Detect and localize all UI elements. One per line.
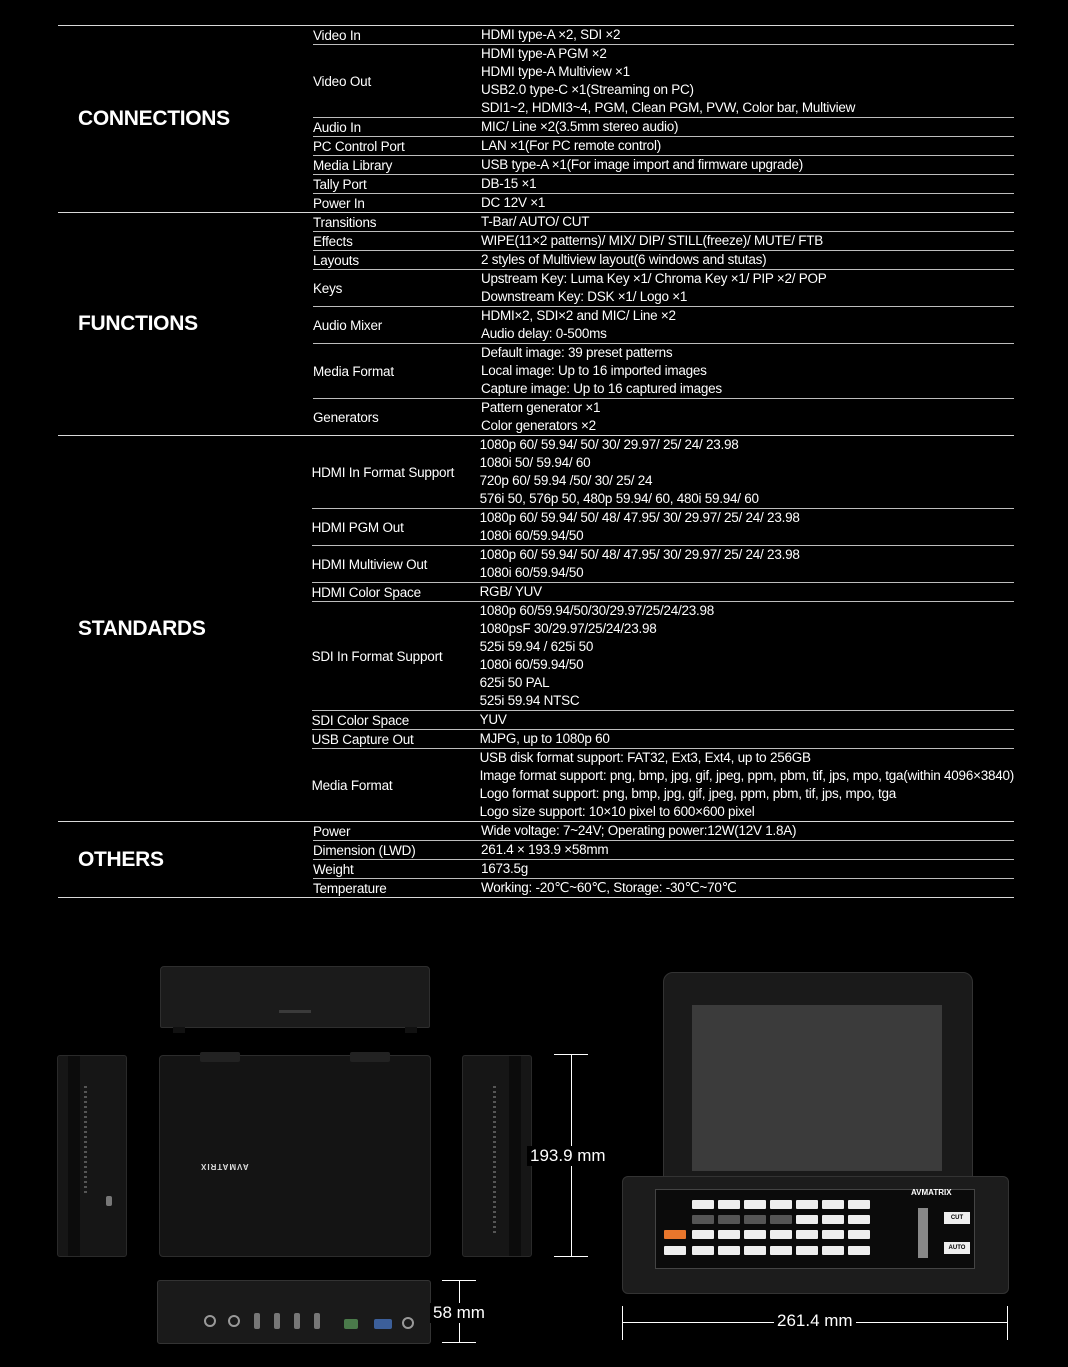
spec-value: 1080p 60/59.94/50/30/29.97/25/24/23.98: [479, 603, 715, 618]
spec-row: [313, 878, 1014, 897]
key: [822, 1230, 844, 1239]
spec-values: [480, 749, 1014, 821]
spec-value: 576i 50, 576p 50, 480p 59.94/ 60, 480i 59.94/ 60: [479, 491, 759, 506]
dim-tick: [622, 1306, 623, 1340]
key: [744, 1246, 766, 1255]
spec-values: [480, 583, 1014, 601]
hdmi-port: [274, 1313, 280, 1329]
spec-label: PC Control Port: [313, 138, 405, 154]
spec-value: MJPG, up to 1080p 60: [479, 731, 610, 746]
key: [692, 1246, 714, 1255]
lid-latch: [279, 1010, 311, 1013]
spec-value: Downstream Key: DSK ×1/ Logo ×1: [481, 289, 688, 304]
spec-row: [312, 710, 1014, 729]
dimension-depth-label: 58 mm: [430, 1303, 488, 1323]
spec-value: DC 12V ×1: [481, 195, 546, 210]
key: [744, 1230, 766, 1239]
key: [770, 1230, 792, 1239]
spec-row: [313, 822, 1014, 840]
spec-label: Audio In: [313, 119, 361, 135]
spec-section: [58, 213, 1014, 436]
hdmi-port: [314, 1313, 320, 1329]
key: [770, 1246, 792, 1255]
hinge: [200, 1052, 240, 1062]
spec-label: SDI Color Space: [311, 712, 410, 728]
spec-values: [481, 45, 1014, 117]
spec-values: [481, 841, 1014, 859]
brand-logo: AVMATRIX: [200, 1162, 249, 1171]
spec-label: HDMI Color Space: [311, 584, 421, 600]
key: [770, 1200, 792, 1209]
spec-value: Color generators ×2: [481, 418, 596, 433]
spec-row: [313, 213, 1014, 231]
side-bevel: [68, 1056, 80, 1256]
dim-tick: [442, 1342, 476, 1343]
device-rear-view: [157, 1280, 431, 1344]
spec-value: Capture image: Up to 16 captured images: [481, 381, 722, 396]
spec-value: 1080i 60/59.94/50: [479, 657, 584, 672]
foot: [173, 1027, 185, 1033]
key: [848, 1200, 870, 1209]
foot: [405, 1027, 417, 1033]
spec-label: Layouts: [313, 252, 359, 268]
spec-row: [312, 436, 1014, 508]
spec-label: HDMI Multiview Out: [311, 556, 428, 572]
spec-values: [481, 307, 1014, 343]
spec-label: USB Capture Out: [311, 731, 414, 747]
spec-values: [480, 730, 1014, 748]
key: [692, 1215, 714, 1224]
spec-values: [481, 156, 1014, 174]
spec-label: Temperature: [313, 880, 387, 896]
spec-value: 1673.5g: [481, 861, 529, 876]
key: [822, 1200, 844, 1209]
spec-row: [313, 840, 1014, 859]
spec-value: HDMI type-A Multiview ×1: [481, 64, 630, 79]
tally-port: [374, 1319, 392, 1329]
spec-value: LAN ×1(For PC remote control): [481, 138, 661, 153]
spec-value: 1080i 60/59.94/50: [479, 528, 584, 543]
spec-label: Keys: [313, 280, 343, 296]
spec-value: Local image: Up to 16 imported images: [481, 363, 707, 378]
spec-label: Generators: [313, 409, 379, 425]
spec-label: Power: [313, 823, 351, 839]
spec-value: Audio delay: 0-500ms: [481, 326, 607, 341]
key: [718, 1200, 740, 1209]
key: [822, 1215, 844, 1224]
spec-label: Transitions: [313, 214, 377, 230]
key: [796, 1200, 818, 1209]
spec-value: 2 styles of Multiview layout(6 windows and stutas): [481, 252, 767, 267]
key: [744, 1215, 766, 1224]
hinge: [350, 1052, 390, 1062]
spec-row: [312, 545, 1014, 582]
spec-label: Media Format: [311, 777, 393, 793]
spec-rows: [313, 822, 1014, 897]
section-title: CONNECTIONS: [78, 107, 230, 130]
spec-value: 525i 59.94 / 625i 50: [479, 639, 594, 654]
section-title: STANDARDS: [78, 616, 206, 640]
spec-values: [480, 546, 1014, 582]
spec-value: 525i 59.94 NTSC: [479, 693, 580, 708]
spec-row: [313, 859, 1014, 878]
spec-label: SDI In Format Support: [311, 648, 443, 664]
key: [770, 1215, 792, 1224]
spec-label: Weight: [313, 861, 354, 877]
spec-values: [481, 118, 1014, 136]
spec-values: [481, 822, 1014, 840]
section-title: OTHERS: [78, 847, 164, 871]
side-bevel: [509, 1056, 521, 1256]
spec-value: USB type-A ×1(For image import and firmware upgrade): [481, 157, 804, 172]
spec-value: Logo format support: png, bmp, jpg, gif, jpeg, ppm, pbm, tif, jps, mpo, tga: [479, 786, 897, 801]
spec-value: 1080p 60/ 59.94/ 50/ 48/ 47.95/ 30/ 29.97/ 25/ 24/ 23.98: [479, 510, 800, 525]
spec-values: [480, 509, 1014, 545]
spec-row: [312, 729, 1014, 748]
device-left-side-view: [57, 1055, 127, 1257]
section-title: FUNCTIONS: [78, 312, 198, 335]
spec-row: [312, 601, 1014, 710]
hdmi-port: [254, 1313, 260, 1329]
hdmi-port: [294, 1313, 300, 1329]
spec-value: 1080i 60/59.94/50: [479, 565, 584, 580]
spec-values: [481, 232, 1014, 250]
spec-label: Tally Port: [313, 176, 367, 192]
key: [718, 1246, 740, 1255]
spec-label: HDMI PGM Out: [311, 519, 404, 535]
spec-values: [480, 711, 1014, 729]
spec-row: [313, 250, 1014, 269]
key: [796, 1215, 818, 1224]
vent-grille: [84, 1086, 87, 1196]
spec-values: [481, 213, 1014, 231]
spec-value: 625i 50 PAL: [479, 675, 550, 690]
spec-values: [481, 194, 1014, 212]
spec-row: [313, 398, 1014, 435]
spec-label: Media Library: [313, 157, 393, 173]
spec-section: [58, 436, 1014, 822]
spec-value: Default image: 39 preset patterns: [481, 345, 673, 360]
key: [744, 1200, 766, 1209]
key: [796, 1230, 818, 1239]
dc-power-port: [402, 1317, 414, 1329]
spec-row: [313, 269, 1014, 306]
spec-value: YUV: [479, 712, 507, 727]
device-top-view: [160, 966, 430, 1028]
spec-label: Video Out: [313, 73, 371, 89]
spec-values: [480, 436, 1014, 508]
spec-table: [58, 25, 1014, 898]
key: [796, 1246, 818, 1255]
spec-value: Image format support: png, bmp, jpg, gif, jpeg, ppm, pbm, tif, jps, mpo, tga(within 4096×3840): [479, 768, 1014, 783]
spec-row: [313, 44, 1014, 117]
spec-rows: [313, 26, 1014, 212]
device-right-side-view: [462, 1055, 532, 1257]
spec-label: Media Format: [313, 363, 394, 379]
spec-row: [312, 748, 1014, 821]
t-bar: [918, 1208, 928, 1258]
dimension-height-label: 193.9 mm: [527, 1146, 609, 1166]
sdi-port: [204, 1315, 216, 1327]
spec-row: [313, 136, 1014, 155]
spec-row: [313, 193, 1014, 212]
spec-values: [481, 175, 1014, 193]
cut-button: CUT: [944, 1212, 970, 1224]
spec-value: DB-15 ×1: [481, 176, 537, 191]
spec-value: USB2.0 type-C ×1(Streaming on PC): [481, 82, 694, 97]
lan-port: [344, 1319, 358, 1329]
key: [718, 1230, 740, 1239]
spec-label: HDMI In Format Support: [311, 464, 455, 480]
spec-row: [313, 306, 1014, 343]
spec-values: [481, 270, 1014, 306]
spec-values: [480, 602, 1014, 710]
vent-grille: [493, 1086, 496, 1236]
spec-value: Pattern generator ×1: [481, 400, 601, 415]
dimension-length-label: 261.4 mm: [774, 1311, 856, 1331]
spec-row: [313, 26, 1014, 44]
spec-value: HDMI type-A ×2, SDI ×2: [481, 27, 621, 42]
auto-button: AUTO: [944, 1242, 970, 1254]
spec-value: Wide voltage: 7~24V; Operating power:12W(12V 1.8A): [481, 823, 797, 838]
spec-value: SDI1~2, HDMI3~4, PGM, Clean PGM, PVW, Color bar, Multiview: [481, 100, 856, 115]
spec-value: Upstream Key: Luma Key ×1/ Chroma Key ×1/ PIP ×2/ POP: [481, 271, 827, 286]
spec-label: Dimension (LWD): [313, 842, 416, 858]
spec-value: T-Bar/ AUTO/ CUT: [481, 214, 590, 229]
device-open-lid: [663, 972, 973, 1184]
spec-value: 1080i 50/ 59.94/ 60: [479, 455, 591, 470]
spec-values: [481, 251, 1014, 269]
spec-row: [313, 231, 1014, 250]
spec-value: Logo size support: 10×10 pixel to 600×600 pixel: [479, 804, 755, 819]
spec-values: [481, 344, 1014, 398]
spec-values: [481, 860, 1014, 878]
spec-section: [58, 822, 1014, 898]
spec-label: Audio Mixer: [313, 317, 383, 333]
key: [848, 1246, 870, 1255]
key: [692, 1230, 714, 1239]
spec-value: MIC/ Line ×2(3.5mm stereo audio): [481, 119, 679, 134]
key: [718, 1215, 740, 1224]
spec-label: Video In: [313, 27, 361, 43]
spec-row: [313, 155, 1014, 174]
spec-rows: [313, 213, 1014, 435]
device-control-panel: [622, 1176, 1009, 1294]
spec-value: WIPE(11×2 patterns)/ MIX/ DIP/ STILL(freeze)/ MUTE/ FTB: [481, 233, 823, 248]
spec-row: [312, 582, 1014, 601]
spec-rows: [312, 436, 1014, 821]
spec-value: HDMI×2, SDI×2 and MIC/ Line ×2: [481, 308, 676, 323]
spec-label: Power In: [313, 195, 365, 211]
spec-values: [481, 26, 1014, 44]
spec-values: [481, 137, 1014, 155]
key: [848, 1215, 870, 1224]
spec-section: [58, 25, 1014, 213]
spec-label: Effects: [313, 233, 353, 249]
spec-row: [313, 174, 1014, 193]
sdi-port: [228, 1315, 240, 1327]
spec-row: [312, 508, 1014, 545]
key: [664, 1230, 686, 1239]
spec-value: RGB/ YUV: [479, 584, 542, 599]
spec-value: HDMI type-A PGM ×2: [481, 46, 607, 61]
dim-tick: [554, 1256, 588, 1257]
usb-port: [106, 1196, 112, 1206]
spec-value: 1080p 60/ 59.94/ 50/ 48/ 47.95/ 30/ 29.97/ 25/ 24/ 23.98: [479, 547, 800, 562]
spec-value: 720p 60/ 59.94 /50/ 30/ 25/ 24: [479, 473, 653, 488]
lcd-screen: [692, 1005, 942, 1171]
button-panel: [655, 1189, 975, 1269]
dim-tick: [1007, 1306, 1008, 1340]
spec-value: USB disk format support: FAT32, Ext3, Ext4, up to 256GB: [479, 750, 811, 765]
brand-logo-panel: AVMATRIX: [911, 1188, 952, 1197]
key: [692, 1200, 714, 1209]
spec-values: [481, 399, 1014, 435]
key: [664, 1246, 686, 1255]
spec-value: 1080psF 30/29.97/25/24/23.98: [479, 621, 657, 636]
device-closed-front-view: [159, 1055, 431, 1257]
spec-row: [313, 117, 1014, 136]
spec-value: 261.4 × 193.9 ×58mm: [481, 842, 609, 857]
spec-value: Working: -20℃~60℃, Storage: -30℃~70℃: [481, 880, 737, 895]
key: [848, 1230, 870, 1239]
spec-values: [481, 879, 1014, 897]
spec-value: 1080p 60/ 59.94/ 50/ 30/ 29.97/ 25/ 24/ 23.98: [479, 437, 739, 452]
key: [822, 1246, 844, 1255]
spec-row: [313, 343, 1014, 398]
